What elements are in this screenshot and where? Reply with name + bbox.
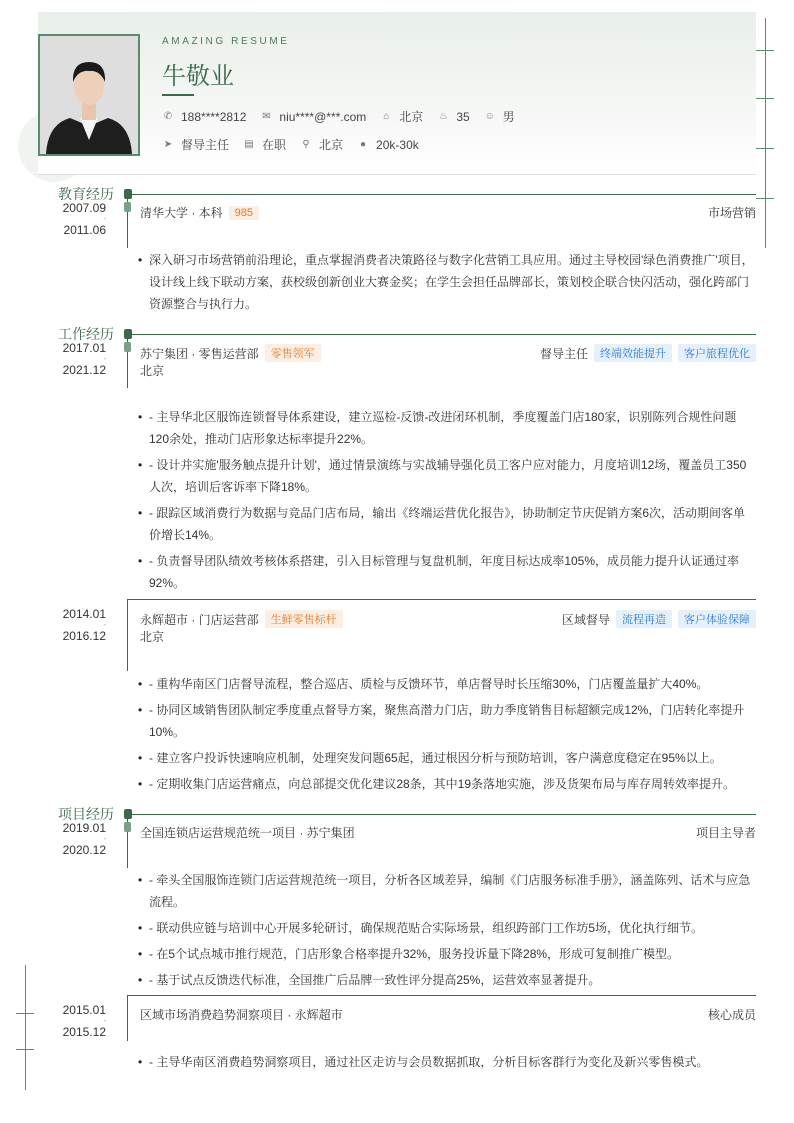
entry-divider	[127, 995, 756, 996]
name-underline	[162, 94, 194, 96]
date-range: 2019.01 - 2020.12	[62, 821, 106, 857]
list-item: • - 在5个试点城市推行规范，门店形象合格率提升32%，服务投诉量下降28%，形成可复制推广模型。	[138, 943, 756, 965]
project-entry	[56, 995, 756, 1085]
school-name: 清华大学 · 本科 985	[140, 204, 259, 221]
work-entry	[56, 334, 756, 594]
timeline-marker	[124, 822, 131, 832]
resume-tagline: AMAZING RESUME	[162, 36, 290, 47]
briefcase-icon: ▤	[244, 138, 254, 150]
target-position-value: 督导主任	[181, 138, 230, 152]
major: 市场营销	[707, 206, 756, 220]
job-title: 督导主任 终端效能提升 客户旅程优化	[540, 344, 756, 362]
phone-item	[162, 110, 246, 124]
coin-icon: ●	[360, 138, 367, 150]
date-range: 2015.01 - 2015.12	[62, 1003, 106, 1039]
project-name: 全国连锁店运营规范统一项目 · 苏宁集团	[140, 826, 355, 840]
list-item: • 深入研习市场营销前沿理论，重点掌握消费者决策路径与数字化营销工具应用。通过主导校园'绿色消费推广'项目，设计线上线下联动方案，获校级创新创业大赛金奖；在学生会担任品牌部长，策划校企联合快闪活动，强化跨部门资源整合与执行力。	[138, 249, 756, 315]
send-icon: ➤	[163, 138, 173, 150]
entry-divider	[127, 599, 756, 600]
date-range: 2014.01 - 2016.12	[62, 607, 106, 643]
work-details	[138, 406, 756, 598]
list-item: • - 建立客户投诉快速响应机制，处理突发问题65起，通过根因分析与预防培训，客户满意度稳定在95%以上。	[138, 747, 756, 769]
skill-tag: 终端效能提升	[594, 344, 672, 362]
phone-icon: ✆	[163, 110, 173, 122]
list-item: • - 协同区域销售团队制定季度重点督导方案，聚焦高潜力门店，助力季度销售目标超额完成12%，门店转化率提升10%。	[138, 699, 756, 743]
email-item	[260, 110, 366, 124]
section-title: 教育经历	[58, 187, 114, 203]
list-item: • - 联动供应链与培训中心开展多轮研讨，确保规范贴合实际场景，组织跨部门工作坊5场，优化执行细节。	[138, 917, 756, 939]
school-tag: 985	[229, 206, 259, 220]
decorative-ruler-left	[12, 965, 38, 1090]
list-item: • - 主导华南区消费趋势洞察项目，通过社区走访与会员数据抓取，分析目标客群行为变化及新兴零售模式。	[138, 1051, 756, 1073]
company-name: 永辉超市 · 门店运营部 生鲜零售标杆	[140, 610, 343, 628]
target-city-value: 北京	[319, 138, 344, 152]
section-title: 项目经历	[58, 807, 114, 823]
salary-item	[357, 138, 419, 152]
timeline-marker	[124, 202, 131, 212]
gender-value: 男	[502, 110, 515, 124]
list-item: • - 基于试点反馈迭代标准，全国推广后品牌一致性评分提高25%，运营效率显著提升。	[138, 969, 756, 991]
status-item	[243, 136, 286, 153]
skill-tag: 客户体验保障	[678, 610, 756, 628]
project-details	[138, 869, 756, 995]
contact-row	[162, 108, 529, 125]
list-item: • - 主导华北区服饰连锁督导体系建设，建立巡检-反馈-改进闭环机制，季度覆盖门店180家，识别陈列合规性问题120余处，推动门店形象达标率提升22%。	[138, 406, 756, 450]
email-value: niu****@***.com	[279, 109, 367, 124]
work-details	[138, 673, 756, 799]
age-value: 35	[456, 109, 470, 124]
company-name: 苏宁集团 · 零售运营部 零售领军	[140, 344, 321, 362]
list-item: • - 设计并实施'服务触点提升计划'，通过情景演练与实战辅导强化员工客户应对能力，月度培训12场，覆盖员工350人次，培训后客诉率下降18%。	[138, 454, 756, 498]
company-tag: 零售领军	[265, 344, 321, 362]
company-tag: 生鲜零售标杆	[265, 610, 343, 628]
project-entry	[56, 814, 756, 994]
gender-item	[484, 108, 515, 125]
city-item	[380, 108, 423, 125]
candidate-name: 牛敬业	[162, 62, 234, 90]
date-range: 2017.01 - 2021.12	[62, 341, 106, 377]
job-intent-row	[162, 136, 433, 153]
target-position-item	[162, 136, 229, 153]
skill-tag: 流程再造	[616, 610, 672, 628]
mail-icon: ✉	[262, 110, 271, 122]
project-name: 区域市场消费趋势洞察项目 · 永辉超市	[140, 1008, 343, 1022]
project-details	[138, 1051, 756, 1077]
list-item: • - 定期收集门店运营痛点，向总部提交优化建议28条，其中19条落地实施，涉及货架布局与库存周转效率提升。	[138, 773, 756, 795]
work-entry	[56, 599, 756, 799]
profile-photo	[38, 34, 140, 156]
job-location: 北京	[140, 630, 165, 644]
list-item: • - 负责督导团队绩效考核体系搭建，引入目标管理与复盘机制，年度目标达成率105%，成员能力提升认证通过率92%。	[138, 550, 756, 594]
job-title: 区域督导 流程再造 客户体验保障	[562, 610, 756, 628]
skill-tag: 客户旅程优化	[678, 344, 756, 362]
job-location: 北京	[140, 364, 165, 378]
cake-icon: ♨	[438, 110, 448, 122]
status-value: 在职	[262, 138, 287, 152]
list-item: • - 牵头全国服饰连锁门店运营规范统一项目，分析各区域差异，编制《门店服务标准手册》，涵盖陈列、话术与应急流程。	[138, 869, 756, 913]
salary-value: 20k-30k	[376, 137, 419, 152]
date-range: 2007.09 - 2011.06	[62, 201, 106, 237]
age-item	[437, 110, 469, 124]
project-role: 项目主导者	[695, 826, 756, 840]
location-pin-icon: ⚲	[302, 138, 310, 150]
education-entry	[56, 194, 756, 311]
list-item: • - 重构华南区门店督导流程，整合巡店、质检与反馈环节，单店督导时长压缩30%，门店覆盖量扩大40%。	[138, 673, 756, 695]
timeline-bar	[127, 599, 128, 671]
home-icon: ⌂	[383, 110, 390, 122]
project-role: 核心成员	[707, 1008, 756, 1022]
section-title: 工作经历	[58, 327, 114, 343]
city-value: 北京	[399, 110, 424, 124]
smile-icon: ☺	[484, 110, 495, 122]
phone-value: 188****2812	[181, 109, 247, 124]
timeline-marker	[124, 342, 131, 352]
education-details	[138, 249, 756, 319]
timeline-bar	[127, 995, 128, 1041]
resume-header	[38, 12, 756, 175]
target-city-item	[300, 136, 343, 153]
list-item: • - 跟踪区域消费行为数据与竞品门店布局，输出《终端运营优化报告》，协助制定节庆促销方案6次，活动期间客单价增长14%。	[138, 502, 756, 546]
